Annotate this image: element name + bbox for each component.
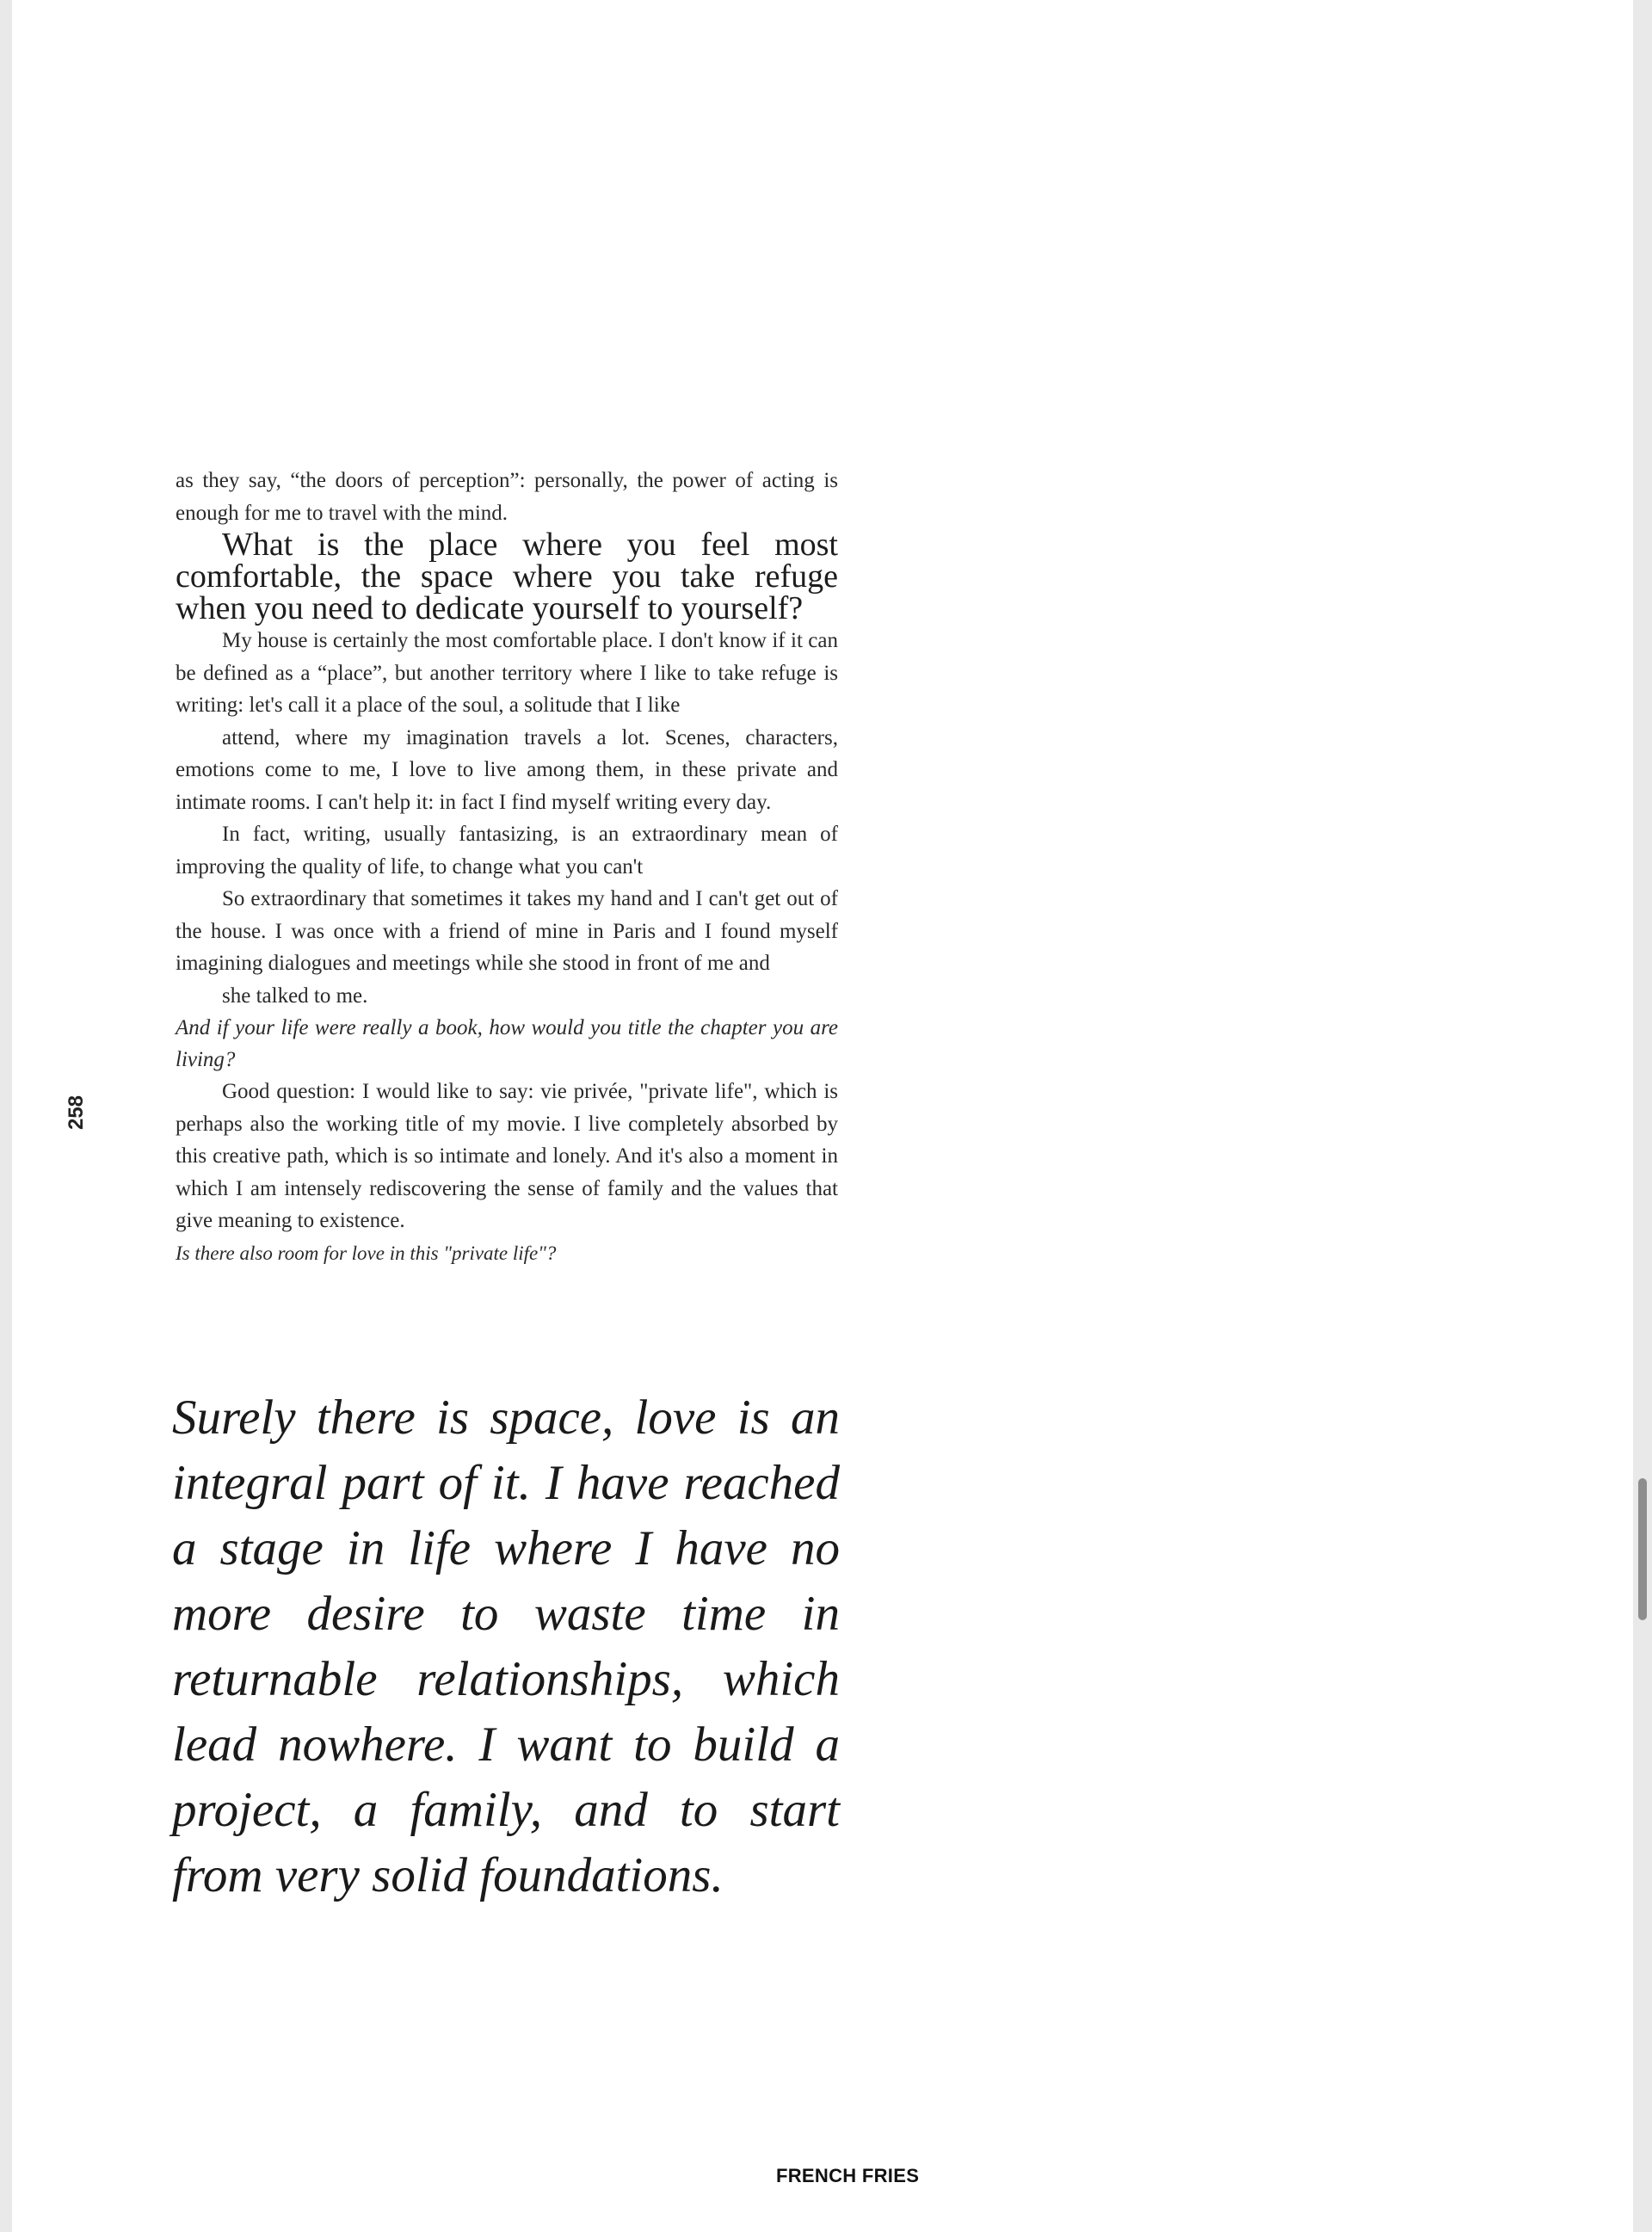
answer-paragraph: In fact, writing, usually fantasizing, is an extraordinary mean of improving the quality of life, to change what you can't: [176, 823, 838, 879]
scrollbar-thumb[interactable]: [1638, 1478, 1647, 1620]
answer-paragraph: attend, where my imagination travels a lot. Scenes, characters, emotions come to me, I love to live among them, in these private and intimate rooms. I can't help it: in fact I find myself writing every day.: [176, 725, 838, 814]
scrollbar[interactable]: [1633, 0, 1652, 2232]
interview-question-italic: And if your life were really a book, how would you title the chapter you are living?: [176, 1016, 838, 1071]
interview-question: What is the place where you feel most comfortable, the space where you take refuge when you need to dedicate yourself to yourself?: [176, 527, 838, 626]
answer-paragraph: Good question: I would like to say: vie privée, "private life", which is perhaps also the working title of my movie. I live completely absorbed by this creative path, which is so intimate and lonely. And it's also a moment in which I am intensely rediscovering the sense of family and the values that give meaning to existence.: [176, 1080, 838, 1232]
article-column: [176, 465, 838, 1269]
page-number: 258: [65, 1094, 88, 1131]
magazine-page: [12, 0, 1633, 2232]
answer-paragraph: she talked to me.: [222, 983, 368, 1008]
answer-paragraph: My house is certainly the most comfortable place. I don't know if it can be defined as a “place”, but another territory where I like to take refuge is writing: let's call it a place of the soul, a solitude that I like: [176, 629, 838, 717]
answer-paragraph: as they say, “the doors of perception”: personally, the power of acting is enough for me to travel with the mind.: [176, 469, 838, 525]
answer-paragraph: So extraordinary that sometimes it takes my hand and I can't get out of the house. I was once with a friend of mine in Paris and I found myself imagining dialogues and meetings while she stood in front of me and: [176, 887, 838, 975]
magazine-footer: FRENCH FRIES: [776, 2165, 920, 2186]
interview-question-italic: Is there also room for love in this "private life"?: [176, 1242, 557, 1264]
pull-quote: Surely there is space, love is an integral part of it. I have reached a stage in life where I have no more desire to waste time in returnable relationships, which lead nowhere. I want to build a project, a family, and to start from very solid foundations.: [172, 1390, 840, 1902]
